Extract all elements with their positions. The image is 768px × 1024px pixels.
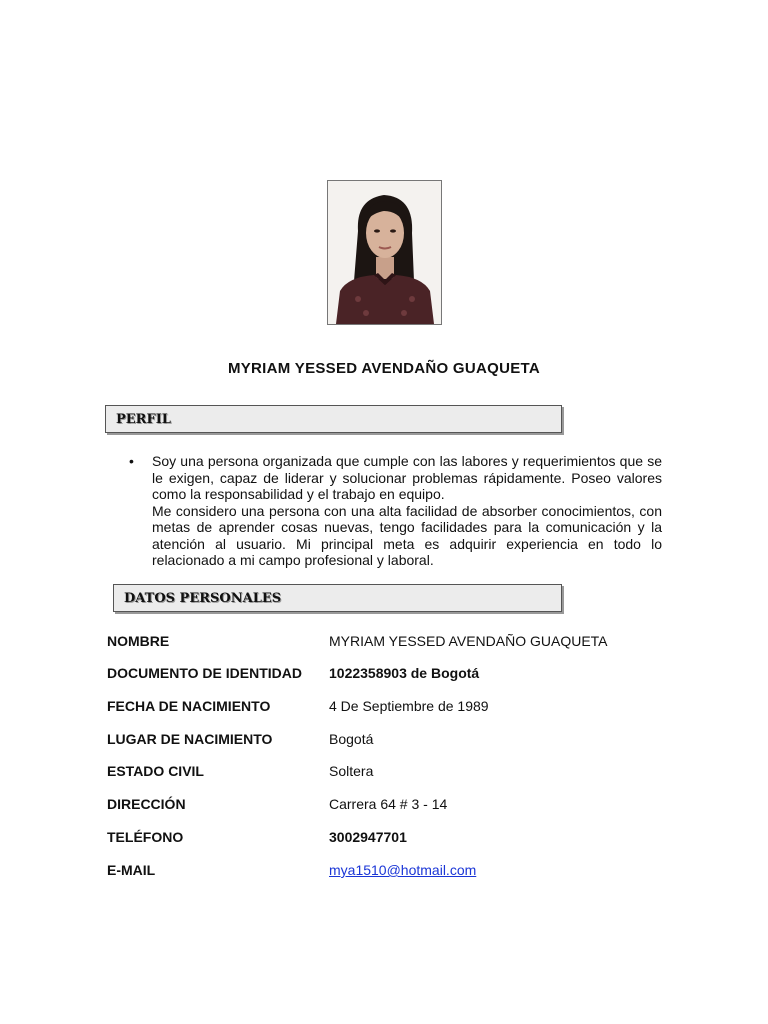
data-row-documento bbox=[107, 665, 667, 685]
section-title-datos-personales: DATOS PERSONALES bbox=[124, 591, 282, 606]
profile-paragraph: Me considero una persona con una alta facilidad de absorber conocimientos, con metas de aprender cosas nuevas, tengo facilidades para la comunicación y la atención al usuario. Mi principal meta es adquirir experiencia en todo lo relacionado a mi campo profesional y laboral. bbox=[152, 502, 662, 568]
data-value: MYRIAM YESSED AVENDAÑO GUAQUETA bbox=[329, 633, 608, 649]
data-row-estado-civil bbox=[107, 763, 667, 783]
section-header-perfil bbox=[105, 405, 562, 433]
data-value: Soltera bbox=[329, 763, 374, 779]
data-row-nombre bbox=[107, 633, 667, 653]
data-label: DOCUMENTO DE IDENTIDAD bbox=[107, 665, 302, 681]
data-row-lugar-nacimiento bbox=[107, 731, 667, 751]
data-label: E-MAIL bbox=[107, 862, 156, 878]
data-value: Bogotá bbox=[329, 731, 374, 747]
bullet-icon: • bbox=[129, 453, 134, 469]
data-value: 3002947701 bbox=[329, 829, 407, 845]
data-label: FECHA DE NACIMIENTO bbox=[107, 698, 271, 714]
page-title: MYRIAM YESSED AVENDAÑO GUAQUETA bbox=[227, 360, 541, 377]
profile-photo bbox=[327, 180, 442, 325]
section-title-perfil: PERFIL bbox=[116, 412, 171, 427]
data-value: 1022358903 de Bogotá bbox=[329, 665, 480, 681]
data-label: ESTADO CIVIL bbox=[107, 763, 204, 779]
profile-section bbox=[107, 453, 662, 569]
data-row-fecha-nacimiento bbox=[107, 698, 667, 718]
data-label: LUGAR DE NACIMIENTO bbox=[107, 731, 273, 747]
profile-paragraph: Soy una persona organizada que cumple con las labores y requerimientos que se le exigen, capaz de liderar y solucionar problemas rápidamente. Poseo valores como la responsabilidad y el trabajo en equipo. bbox=[152, 453, 662, 502]
data-value: Carrera 64 # 3 - 14 bbox=[329, 796, 448, 812]
data-label: NOMBRE bbox=[107, 633, 170, 649]
email-link[interactable]: mya1510@hotmail.com bbox=[329, 862, 477, 878]
section-header-datos-personales bbox=[113, 584, 562, 612]
data-row-telefono bbox=[107, 829, 667, 849]
data-value: 4 De Septiembre de 1989 bbox=[329, 698, 489, 714]
data-label: DIRECCIÓN bbox=[107, 796, 186, 812]
data-label: TELÉFONO bbox=[107, 829, 184, 845]
profile-bullet-item bbox=[107, 453, 662, 569]
data-row-direccion bbox=[107, 796, 667, 816]
data-row-email bbox=[107, 862, 667, 882]
